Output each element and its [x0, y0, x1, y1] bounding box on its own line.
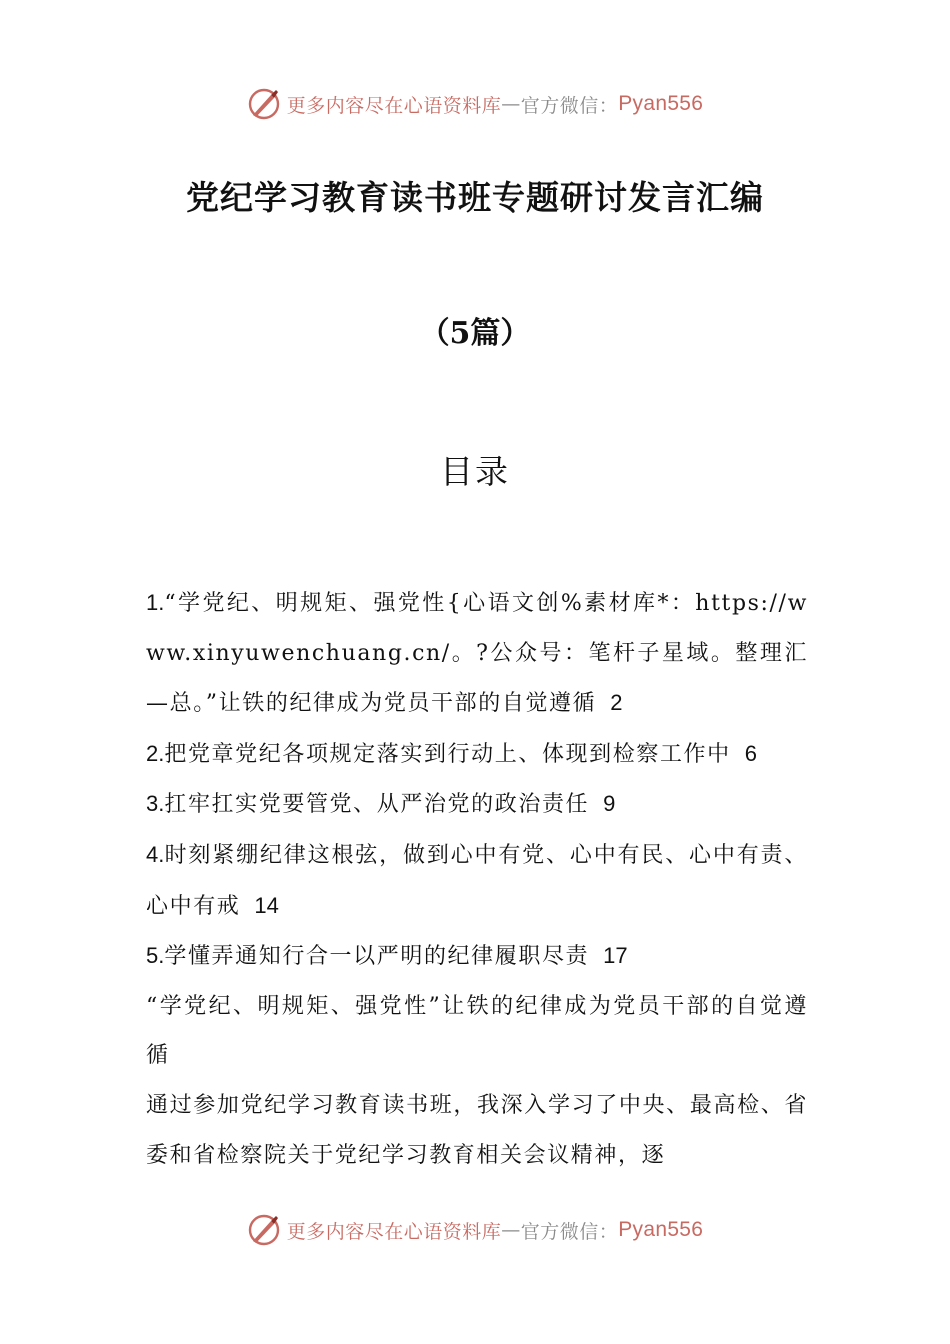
- pen-logo-icon: [247, 1213, 281, 1247]
- watermark-banner-top: [0, 84, 950, 124]
- toc-entry-number: 3.: [146, 791, 165, 817]
- toc-entry-number: 2.: [146, 740, 165, 766]
- pen-logo-icon: [247, 87, 281, 121]
- watermark-dash: —: [501, 93, 521, 115]
- watermark-dash: —: [501, 1219, 521, 1241]
- toc-heading: 目录: [440, 452, 510, 491]
- watermark-main-text: 更多内容尽在心语资料库: [286, 94, 502, 117]
- toc-entry: [146, 830, 808, 931]
- document-subtitle: （5篇）: [419, 316, 531, 351]
- toc-entry: [146, 779, 808, 830]
- toc-entry-page: 2: [610, 690, 623, 716]
- section-heading: “学党纪、明规矩、强党性”让铁的纪律成为党员干部的自觉遵循: [146, 993, 808, 1069]
- toc-entry-text: 时刻紧绷纪律这根弦，做到心中有党、心中有民、心中有责、心中有戒: [146, 842, 808, 919]
- watermark-handle: Pyan556: [618, 1218, 704, 1241]
- watermark-handle: Pyan556: [618, 92, 704, 115]
- toc-entry: [146, 729, 808, 780]
- toc-entry: [146, 578, 808, 729]
- toc-entry-text: 学懂弄通知行合一以严明的纪律履职尽责: [164, 944, 590, 970]
- toc-entry-number: 4.: [146, 841, 165, 867]
- toc-entry-text: 把党章党纪各项规定落实到行动上、体现到检察工作中: [164, 741, 731, 767]
- toc-entry: [146, 931, 808, 982]
- watermark-main-text: 更多内容尽在心语资料库: [286, 1220, 502, 1243]
- toc-entry-page: 17: [603, 943, 628, 969]
- toc-entry-page: 14: [254, 892, 279, 918]
- toc-entry-number: 5.: [146, 943, 165, 969]
- toc-entry-text: “学党纪、明规矩、强党性{心语文创%素材库*：https://www.xinyuwenchuang.cn/。?公众号：笔杆子星域。整理汇—总。”让铁的纪律成为党员干部的自觉遵循: [146, 591, 808, 717]
- toc-entry-page: 9: [603, 791, 616, 817]
- watermark-sub-text: 官方微信：: [520, 1220, 619, 1243]
- toc-entry-number: 1.: [146, 590, 165, 615]
- body-paragraph: 通过参加党纪学习教育读书班，我深入学习了中央、最高检、省委和省检察院关于党纪学习教育相关会议精神，逐: [146, 1092, 808, 1168]
- document-body: [146, 578, 808, 1180]
- watermark-sub-text: 官方微信：: [520, 94, 619, 117]
- toc-entry-page: 6: [744, 740, 758, 766]
- toc-entry-text: 扛牢扛实党要管党、从严治党的政治责任: [164, 792, 590, 818]
- watermark-banner-bottom: [0, 1210, 950, 1250]
- document-title: 党纪学习教育读书班专题研讨发言汇编: [186, 178, 764, 217]
